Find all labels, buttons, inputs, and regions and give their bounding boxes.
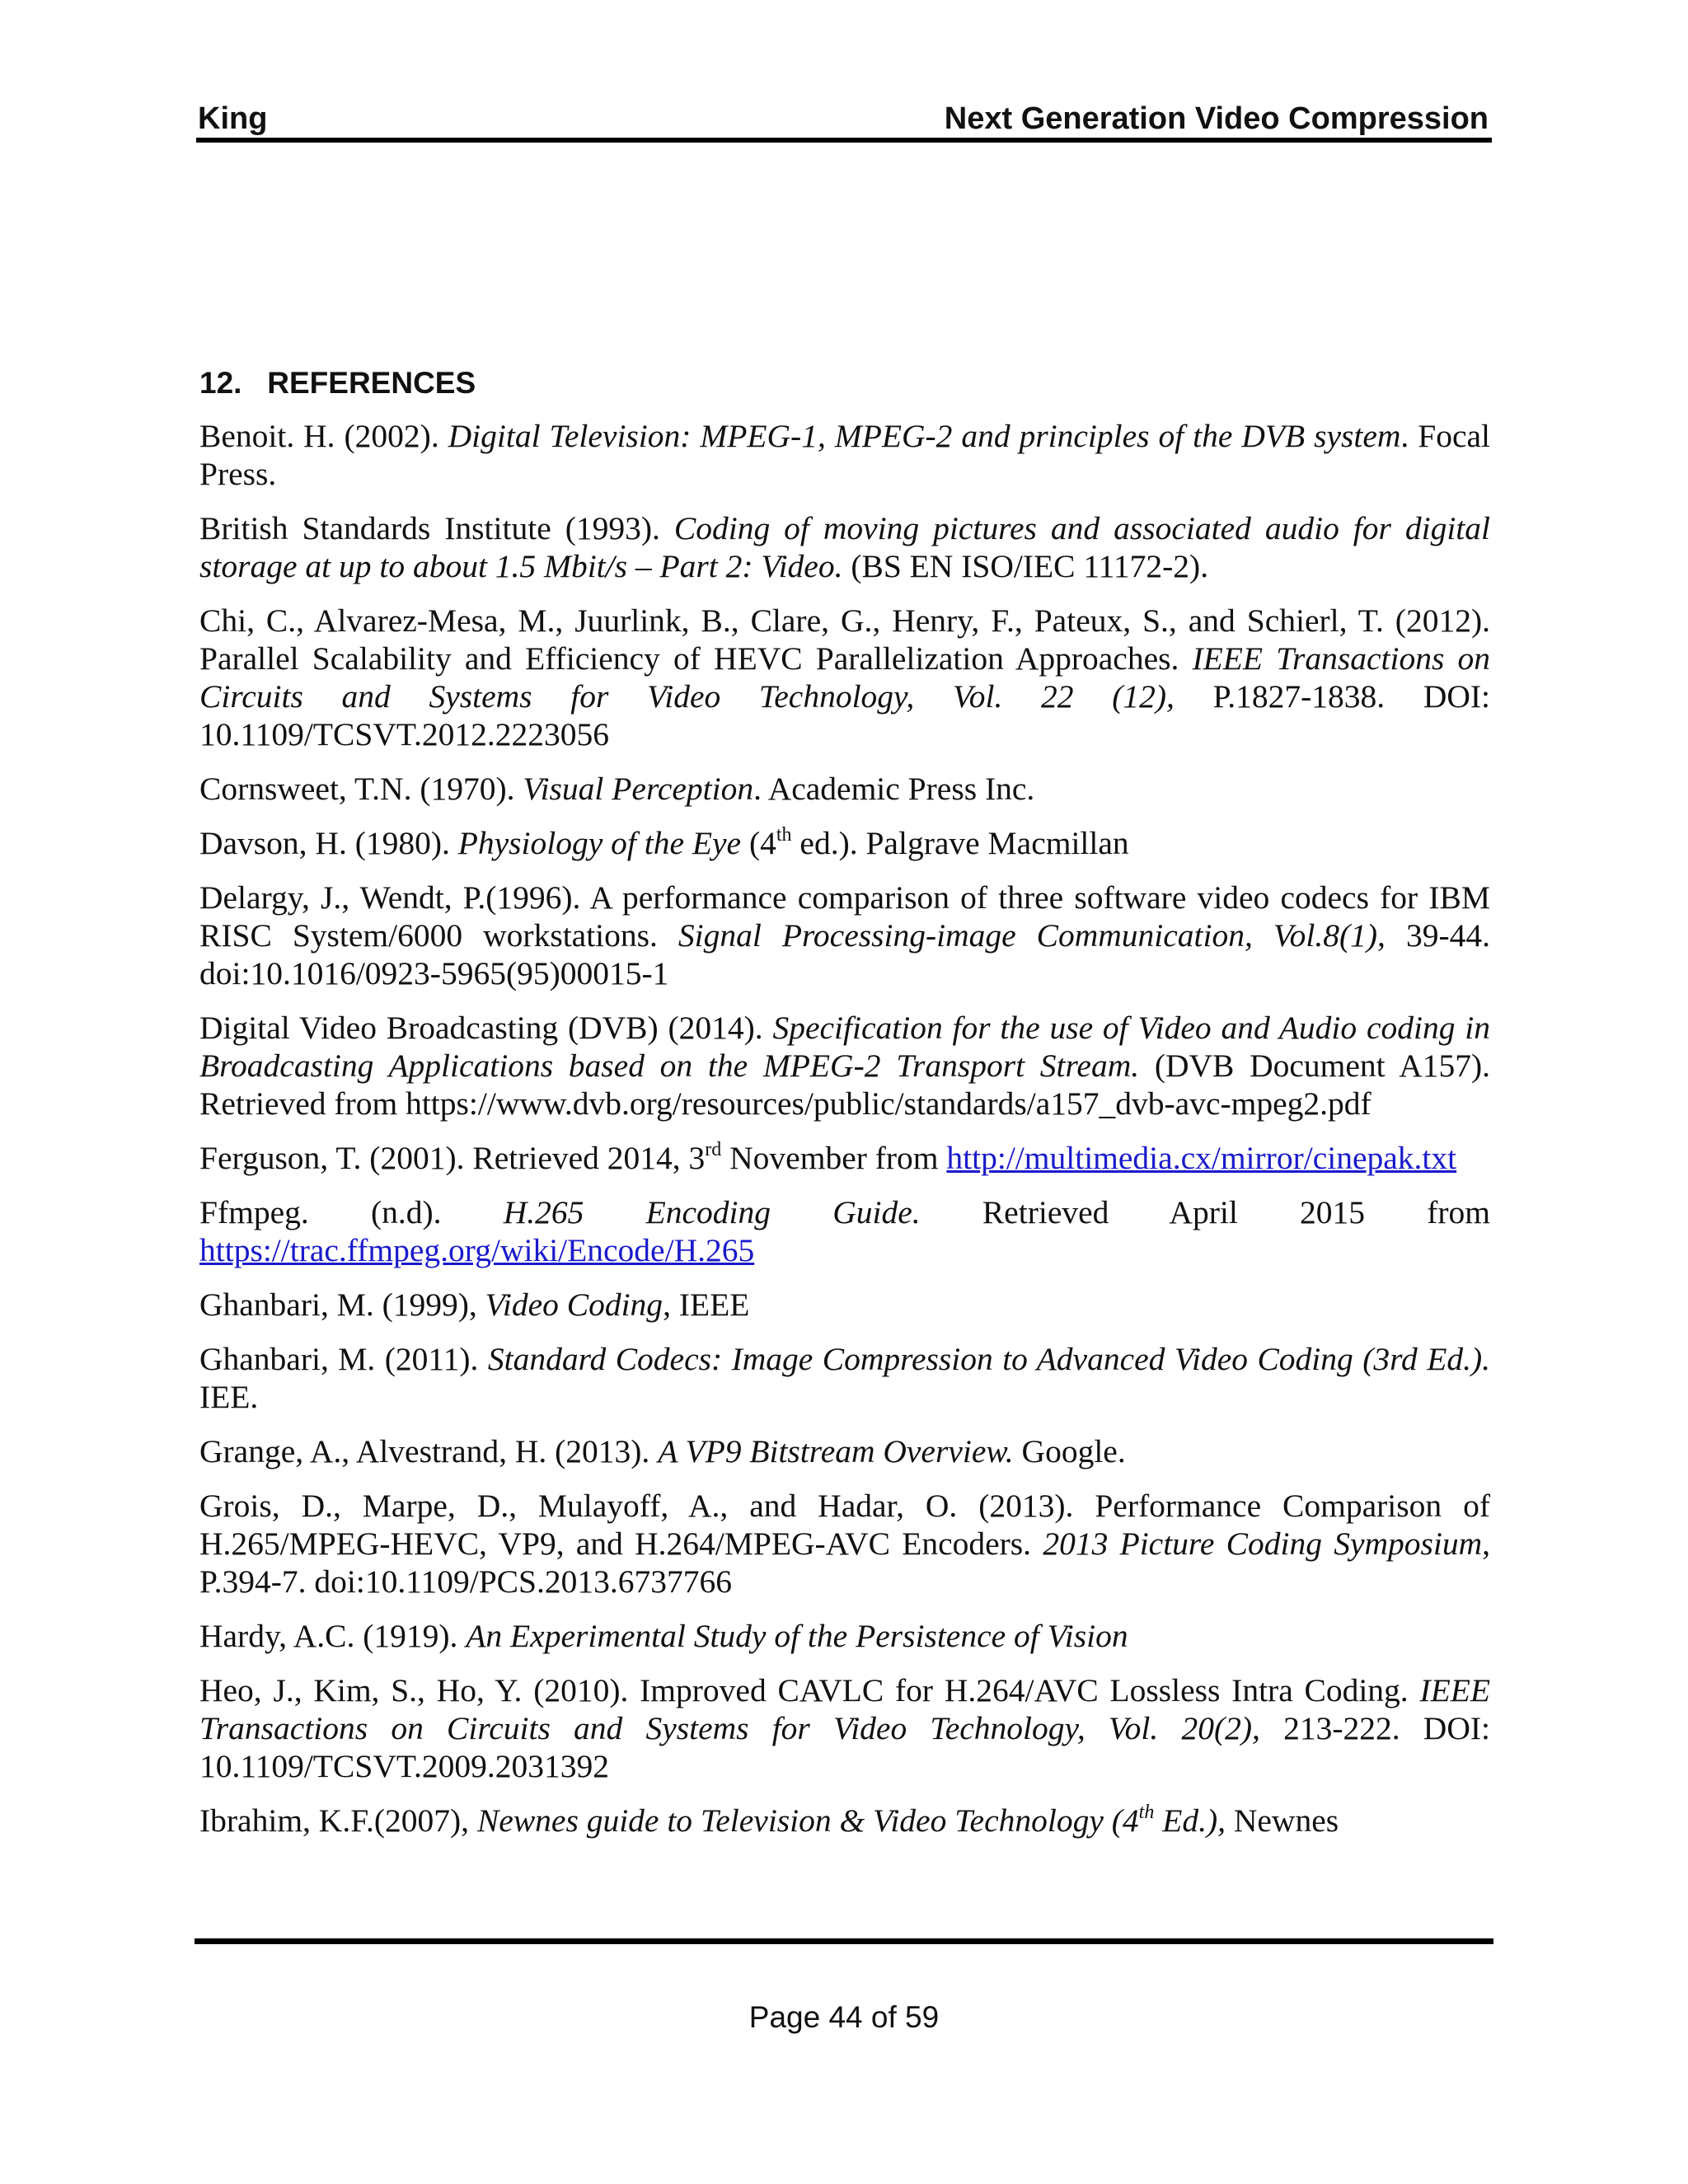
reference-title-text: Specification for the use of Video and Audio coding in Broadcasting Applications based on the MPEG-2 Transport Stream. [199, 1010, 1490, 1084]
reference-text: Digital Video Broadcasting (DVB) (2014). [199, 1010, 773, 1046]
reference-text: Grange, A., Alvestrand, H. (2013). [199, 1433, 659, 1469]
reference-title-text: A VP9 Bitstream Overview. [658, 1433, 1014, 1469]
reference-entry [199, 1340, 1490, 1416]
reference-text: (DVB Document A157). Retrieved from https://www.dvb.org/resources/public/standards/a157_dvb-avc-mpeg2.pdf [199, 1047, 1490, 1122]
superscript-text: th [776, 824, 792, 846]
reference-text: Benoit. H. (2002). [199, 418, 448, 454]
reference-text: , P.394-7. doi:10.1109/PCS.2013.6737766 [199, 1526, 1491, 1600]
reference-text: . Focal Press. [199, 418, 1490, 492]
footer-rule [195, 1938, 1493, 1944]
reference-title-text: Coding of moving pictures and associated audio for digital storage at up to about 1.5 Mbit/s – Part 2: Video. [199, 510, 1491, 584]
reference-link[interactable]: https://trac.ffmpeg.org/wiki/Encode/H.265 [199, 1232, 755, 1268]
reference-text: Cornsweet, T.N. (1970). [199, 771, 523, 807]
reference-text: Google. [1013, 1433, 1126, 1469]
superscript-text: th [1138, 1802, 1155, 1823]
reference-entry [199, 1487, 1490, 1601]
reference-text: Newnes [1226, 1802, 1339, 1839]
reference-entry [199, 602, 1490, 753]
running-header [198, 97, 1489, 140]
section-heading: 12. REFERENCES [199, 366, 476, 400]
reference-entry [199, 770, 1490, 808]
reference-text: Ibrahim, K.F.(2007), [199, 1802, 477, 1839]
reference-text: Hardy, A.C. (1919). [199, 1618, 467, 1654]
header-author: King [198, 101, 268, 136]
reference-text: Delargy, J., Wendt, P.(1996). A performance comparison of three software video codecs for IBM RISC System/6000 workstations. [199, 879, 1490, 954]
reference-entry [199, 1009, 1490, 1122]
reference-link[interactable]: http://multimedia.cx/mirror/cinepak.txt [946, 1140, 1457, 1176]
reference-entry [199, 1432, 1490, 1470]
reference-entry [199, 1139, 1490, 1177]
reference-title-text: Newnes guide to Television & Video Technology (4 [476, 1802, 1139, 1839]
reference-title-text: IEEE Transactions on Circuits and Systems for Video Technology, Vol. 22 (12), [199, 640, 1490, 715]
reference-entry [199, 509, 1490, 585]
reference-text: (4 [741, 825, 776, 861]
reference-text: November from [721, 1140, 947, 1176]
reference-text: British Standards Institute (1993). [199, 510, 674, 546]
reference-title-text: Ed.), [1154, 1802, 1226, 1839]
reference-entry [199, 1671, 1490, 1785]
reference-title-text: IEEE Transactions on Circuits and Systems for Video Technology, Vol. 20(2), [199, 1672, 1490, 1746]
header-title: Next Generation Video Compression [944, 101, 1489, 136]
reference-list [199, 417, 1490, 1856]
reference-text: Grois, D., Marpe, D., Mulayoff, A., and Hadar, O. (2013). Performance Comparison of H.265/MPEG-HEVC, VP9, and H.264/MPEG-AVC Encoders. [199, 1488, 1490, 1562]
reference-entry [199, 1617, 1490, 1655]
reference-text: . Academic Press Inc. [753, 771, 1035, 807]
superscript-text: rd [705, 1139, 722, 1160]
header-rule [196, 138, 1492, 143]
reference-title-text: Physiology of the Eye [457, 825, 742, 861]
reference-title-text: An Experimental Study of the Persistence of Vision [466, 1618, 1128, 1654]
reference-title-text: Digital Television: MPEG-1, MPEG-2 and principles of the DVB system [448, 418, 1401, 454]
reference-text: Heo, J., Kim, S., Ho, Y. (2010). Improved CAVLC for H.264/AVC Lossless Intra Coding. [199, 1672, 1420, 1708]
reference-text: Retrieved April 2015 from [920, 1194, 1491, 1230]
reference-text: Ghanbari, M. (1999), [199, 1286, 485, 1323]
reference-text: IEE. [199, 1379, 259, 1415]
reference-text: 213-222. DOI: 10.1109/TCSVT.2009.2031392 [199, 1710, 1490, 1784]
reference-text: P.1827-1838. DOI: 10.1109/TCSVT.2012.2223056 [199, 678, 1490, 752]
reference-entry [199, 1802, 1490, 1840]
reference-text: 39-44. doi:10.1016/0923-5965(95)00015-1 [199, 917, 1490, 991]
reference-text: ed.). Palgrave Macmillan [791, 825, 1129, 861]
reference-title-text: Visual Perception [523, 771, 754, 807]
reference-text: Davson, H. (1980). [199, 825, 458, 861]
reference-entry [199, 1286, 1490, 1324]
reference-entry [199, 417, 1490, 493]
reference-text: Chi, C., Alvarez-Mesa, M., Juurlink, B., Clare, G., Henry, F., Pateux, S., and Schierl, T. (2012). Parallel Scalability and Efficiency of HEVC Parallelization Approaches. [199, 602, 1490, 677]
reference-text: , IEEE [663, 1286, 750, 1323]
reference-title-text: H.265 Encoding Guide. [503, 1194, 921, 1230]
reference-title-text: Signal Processing-image Communication, Vol.8(1), [678, 917, 1386, 954]
reference-text: Ferguson, T. (2001). Retrieved 2014, 3 [199, 1140, 706, 1176]
reference-entry [199, 879, 1490, 992]
reference-title-text: 2013 Picture Coding Symposium [1043, 1526, 1483, 1562]
reference-text: Ghanbari, M. (2011). [199, 1341, 488, 1377]
reference-title-text: Video Coding [485, 1286, 663, 1323]
reference-text: (BS EN ISO/IEC 11172-2). [842, 548, 1209, 584]
reference-text: Ffmpeg. (n.d). [199, 1194, 504, 1230]
reference-title-text: Standard Codecs: Image Compression to Advanced Video Coding (3rd Ed.). [487, 1341, 1491, 1377]
reference-entry [199, 824, 1490, 862]
reference-entry [199, 1193, 1490, 1269]
page-number: Page 44 of 59 [748, 2000, 940, 2034]
